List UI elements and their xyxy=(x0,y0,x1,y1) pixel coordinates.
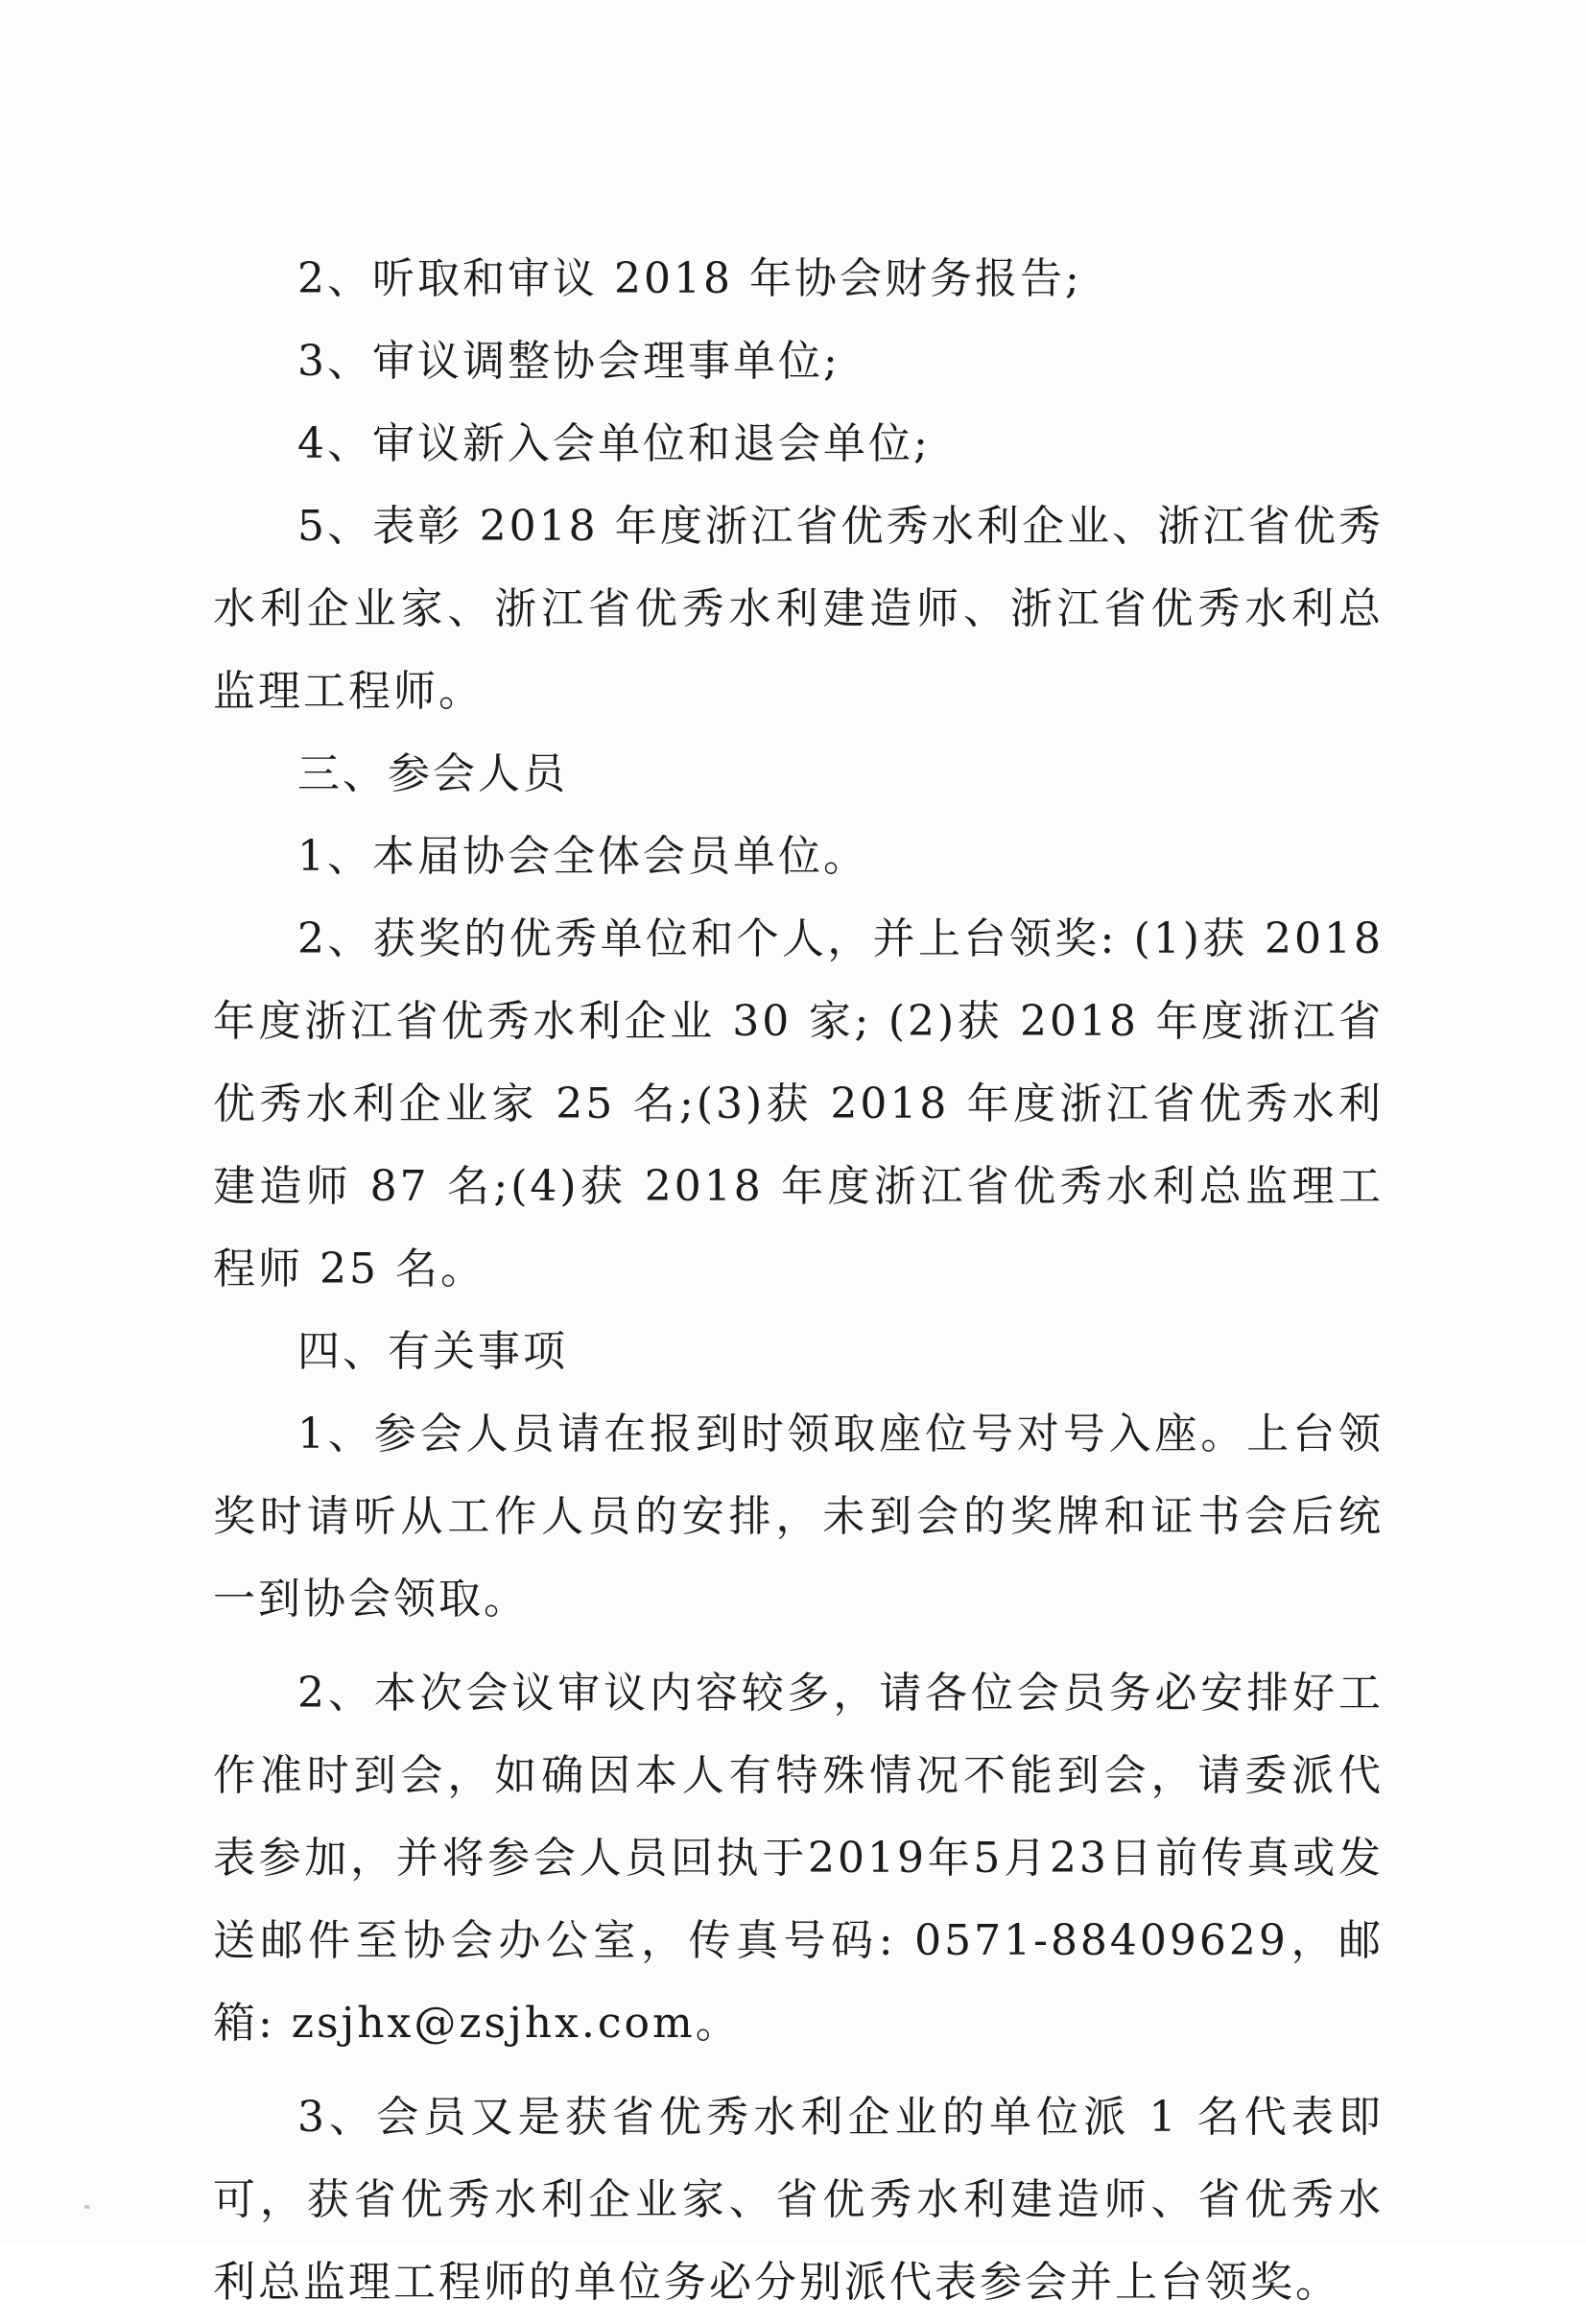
section-heading-attendees: 三、参会人员 xyxy=(297,749,568,798)
scan-speck xyxy=(84,2205,90,2209)
paragraph-matters-item-1: 1、参会人员请在报到时领取座位号对号入座。上台领奖时请听从工作人员的安排，未到会的奖牌和证书会后统一到协会领取。 xyxy=(213,1410,1384,1624)
paragraph-matters-item-3: 3、会员又是获省优秀水利企业的单位派 1 名代表即可，获省优秀水利企业家、省优秀水利建造师、省优秀水利总监理工程师的单位务必分别派代表参会并上台领奖。 xyxy=(213,2093,1384,2307)
document-body xyxy=(213,238,1384,2324)
paragraph-agenda-item-3: 3、审议调整协会理事单位; xyxy=(297,337,840,386)
paragraph-agenda-item-4: 4、审议新入会单位和退会单位; xyxy=(297,419,931,468)
paragraph-matters-item-2: 2、本次会议审议内容较多，请各位会员务必安排好工作准时到会，如确因本人有特殊情况不能到会，请委派代表参加，并将参会人员回执于2019年5月23日前传真或发送邮件至协会办公室，传真号码: 0571-88409629，邮箱: zsjhx@zsjhx.com。 xyxy=(213,1669,1384,2048)
section-heading-matters: 四、有关事项 xyxy=(297,1327,568,1376)
paragraph-agenda-item-2: 2、听取和审议 2018 年协会财务报告; xyxy=(297,254,1082,303)
paragraph-attendees-item-2: 2、获奖的优秀单位和个人，并上台领奖: (1)获 2018 年度浙江省优秀水利企业 30 家; (2)获 2018 年度浙江省优秀水利企业家 25 名;(3)获 2018 年度浙江省优秀水利建造师 87 名;(4)获 2018 年度浙江省优秀水利总监理工程师 25 名。 xyxy=(213,914,1384,1293)
paragraph-agenda-item-5: 5、表彰 2018 年度浙江省优秀水利企业、浙江省优秀水利企业家、浙江省优秀水利建造师、浙江省优秀水利总监理工程师。 xyxy=(213,502,1384,716)
paragraph-attendees-item-1: 1、本届协会全体会员单位。 xyxy=(297,832,868,881)
